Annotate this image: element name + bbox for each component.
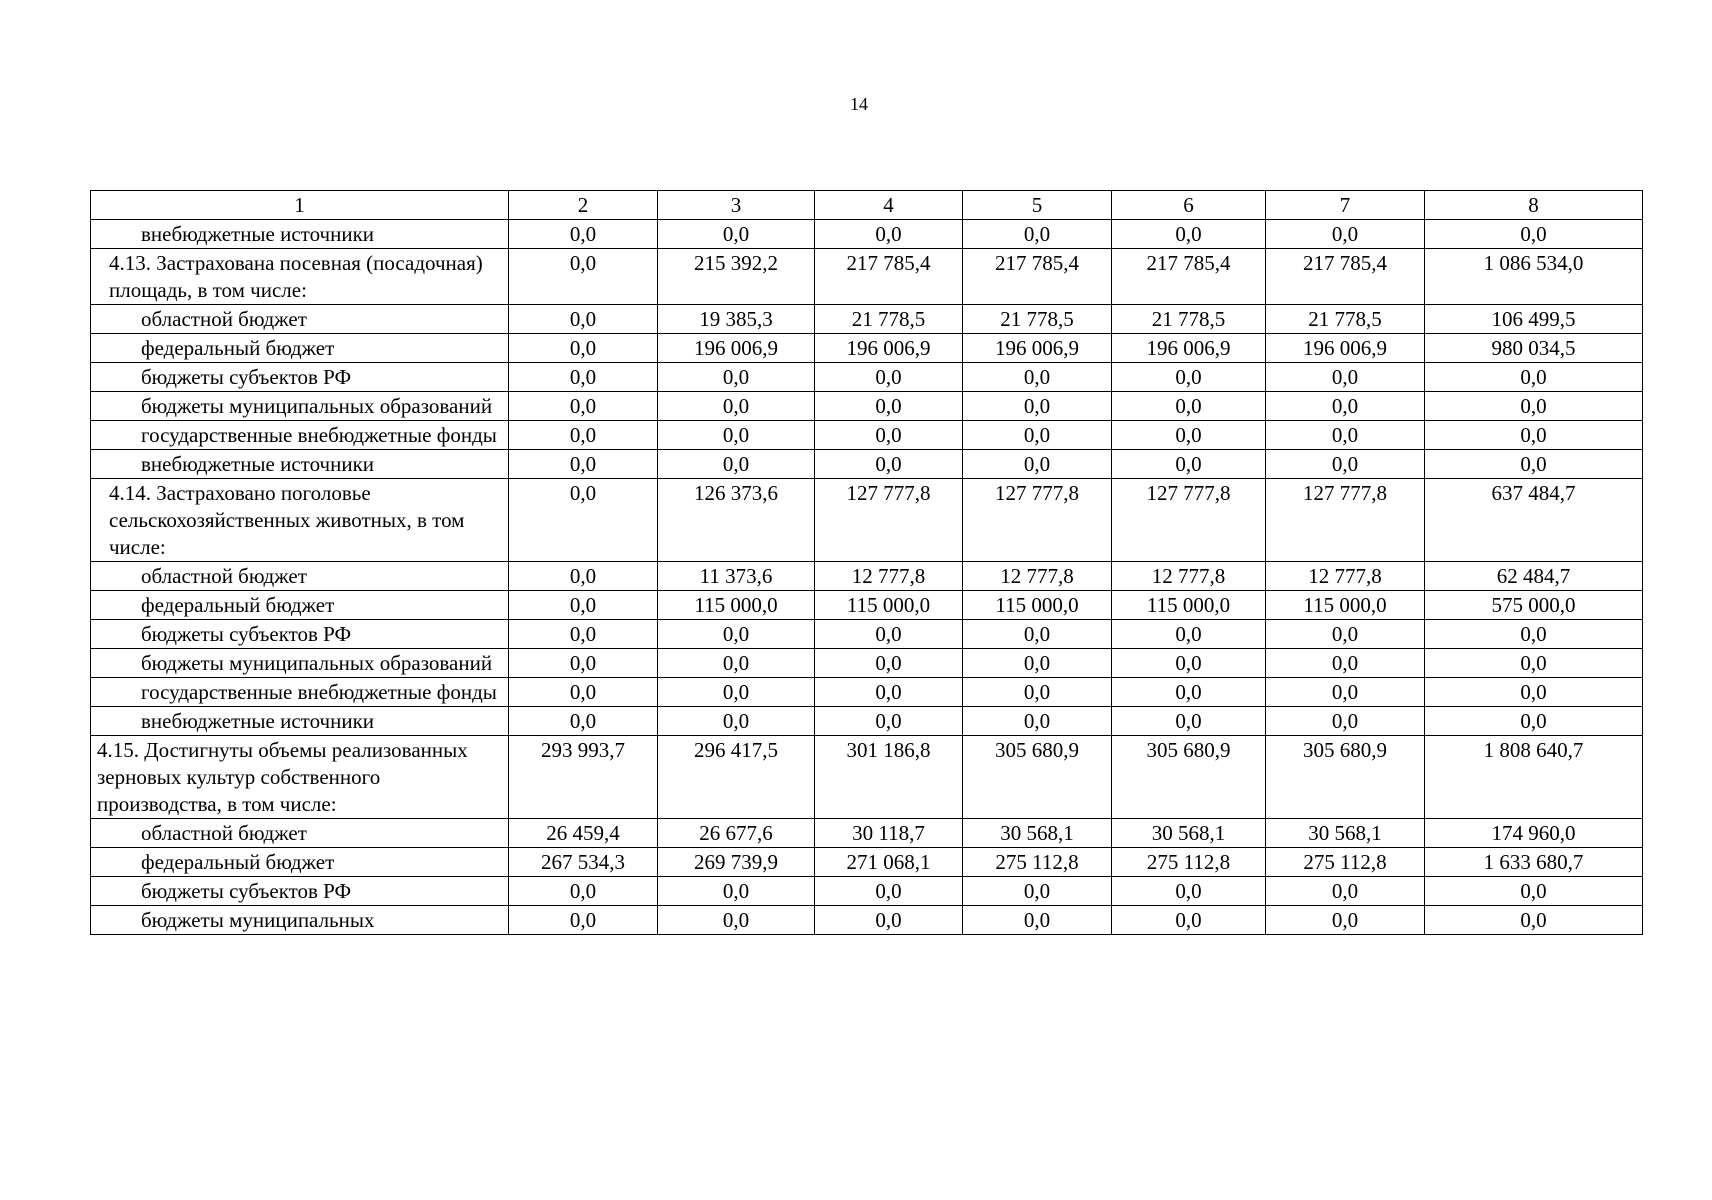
- table-cell: 0,0: [1112, 649, 1266, 678]
- table-body: [91, 220, 1643, 935]
- table-cell: 30 568,1: [1266, 819, 1425, 848]
- table-cell: 12 777,8: [815, 562, 963, 591]
- table-cell: 0,0: [1112, 906, 1266, 935]
- table-cell: 217 785,4: [963, 249, 1112, 305]
- table-cell: 0,0: [1425, 421, 1643, 450]
- table-cell: 0,0: [1425, 392, 1643, 421]
- table-cell: 19 385,3: [658, 305, 815, 334]
- table-cell: 1 808 640,7: [1425, 736, 1643, 819]
- header-row: [91, 191, 1643, 220]
- table-cell: 0,0: [963, 220, 1112, 249]
- table-cell: 115 000,0: [1266, 591, 1425, 620]
- column-header: 1: [91, 191, 509, 220]
- table-cell: 0,0: [509, 649, 658, 678]
- table-cell: 21 778,5: [963, 305, 1112, 334]
- row-label: внебюджетные источники: [91, 220, 509, 249]
- table-cell: 0,0: [963, 421, 1112, 450]
- table-cell: 115 000,0: [963, 591, 1112, 620]
- table-cell: 0,0: [509, 591, 658, 620]
- table-row: [91, 678, 1643, 707]
- table-cell: 301 186,8: [815, 736, 963, 819]
- table-cell: 305 680,9: [963, 736, 1112, 819]
- table-cell: 0,0: [1266, 220, 1425, 249]
- table-cell: 0,0: [509, 877, 658, 906]
- table-row: [91, 707, 1643, 736]
- table-cell: 196 006,9: [1266, 334, 1425, 363]
- table-cell: 0,0: [1425, 450, 1643, 479]
- table-row: [91, 450, 1643, 479]
- column-header: 3: [658, 191, 815, 220]
- table-cell: 275 112,8: [963, 848, 1112, 877]
- table-cell: 0,0: [509, 363, 658, 392]
- row-label: бюджеты муниципальных: [91, 906, 509, 935]
- table-row: [91, 649, 1643, 678]
- table-cell: 26 677,6: [658, 819, 815, 848]
- table-cell: 271 068,1: [815, 848, 963, 877]
- table-cell: 0,0: [1425, 906, 1643, 935]
- row-label: федеральный бюджет: [91, 591, 509, 620]
- table-cell: 0,0: [963, 450, 1112, 479]
- table-cell: 0,0: [509, 220, 658, 249]
- page-number: 14: [850, 94, 868, 114]
- table-cell: 0,0: [658, 678, 815, 707]
- table-cell: 0,0: [815, 649, 963, 678]
- table-cell: 269 739,9: [658, 848, 815, 877]
- table-cell: 0,0: [658, 707, 815, 736]
- table-cell: 126 373,6: [658, 479, 815, 562]
- table-cell: 0,0: [1266, 877, 1425, 906]
- table-cell: 0,0: [1266, 363, 1425, 392]
- column-header: 5: [963, 191, 1112, 220]
- table-cell: 305 680,9: [1266, 736, 1425, 819]
- table-cell: 217 785,4: [1112, 249, 1266, 305]
- table-cell: 0,0: [963, 877, 1112, 906]
- table-cell: 106 499,5: [1425, 305, 1643, 334]
- table-row: [91, 848, 1643, 877]
- table-cell: 637 484,7: [1425, 479, 1643, 562]
- row-label: внебюджетные источники: [91, 707, 509, 736]
- row-label: областной бюджет: [91, 819, 509, 848]
- table-cell: 0,0: [509, 334, 658, 363]
- table-row: [91, 220, 1643, 249]
- table-cell: 0,0: [1266, 392, 1425, 421]
- table-cell: 296 417,5: [658, 736, 815, 819]
- table-cell: 0,0: [658, 421, 815, 450]
- table-cell: 0,0: [1266, 649, 1425, 678]
- table-cell: 0,0: [815, 450, 963, 479]
- table-cell: 980 034,5: [1425, 334, 1643, 363]
- table-cell: 0,0: [1425, 877, 1643, 906]
- table-row: [91, 421, 1643, 450]
- budget-table: [90, 190, 1643, 935]
- table-cell: 0,0: [1425, 649, 1643, 678]
- table-cell: 0,0: [658, 906, 815, 935]
- table-cell: 0,0: [658, 363, 815, 392]
- table-cell: 30 568,1: [1112, 819, 1266, 848]
- table-cell: 305 680,9: [1112, 736, 1266, 819]
- table-row: [91, 877, 1643, 906]
- table-cell: 0,0: [1425, 678, 1643, 707]
- table-cell: 0,0: [963, 392, 1112, 421]
- table-cell: 0,0: [1425, 363, 1643, 392]
- table-row: [91, 392, 1643, 421]
- table-cell: 0,0: [509, 450, 658, 479]
- table-row: [91, 906, 1643, 935]
- table-cell: 12 777,8: [1266, 562, 1425, 591]
- table-cell: 0,0: [1112, 220, 1266, 249]
- table-cell: 0,0: [1266, 620, 1425, 649]
- table-row: [91, 334, 1643, 363]
- table-cell: 0,0: [963, 678, 1112, 707]
- row-label: областной бюджет: [91, 305, 509, 334]
- table-cell: 0,0: [1112, 877, 1266, 906]
- table-cell: 0,0: [658, 649, 815, 678]
- row-label: федеральный бюджет: [91, 848, 509, 877]
- table-cell: 127 777,8: [815, 479, 963, 562]
- table-cell: 0,0: [815, 678, 963, 707]
- row-label: бюджеты субъектов РФ: [91, 363, 509, 392]
- row-label: 4.14. Застраховано поголовье сельскохозяйственных животных, в том числе:: [91, 479, 509, 562]
- table-cell: 174 960,0: [1425, 819, 1643, 848]
- table-cell: 0,0: [658, 450, 815, 479]
- table-cell: 0,0: [815, 363, 963, 392]
- table-cell: 30 568,1: [963, 819, 1112, 848]
- table-cell: 21 778,5: [1266, 305, 1425, 334]
- table-cell: 0,0: [815, 392, 963, 421]
- table-cell: 0,0: [1266, 421, 1425, 450]
- table-cell: 0,0: [1112, 707, 1266, 736]
- table-cell: 196 006,9: [815, 334, 963, 363]
- table-row: [91, 479, 1643, 562]
- table-cell: 0,0: [1266, 707, 1425, 736]
- table-row: [91, 819, 1643, 848]
- table-cell: 0,0: [815, 906, 963, 935]
- table-cell: 0,0: [1112, 392, 1266, 421]
- table-cell: 115 000,0: [658, 591, 815, 620]
- table-cell: 0,0: [1112, 450, 1266, 479]
- table-cell: 0,0: [1425, 707, 1643, 736]
- table-cell: 1 633 680,7: [1425, 848, 1643, 877]
- table-row: [91, 736, 1643, 819]
- column-header: 4: [815, 191, 963, 220]
- table-cell: 0,0: [658, 620, 815, 649]
- table-cell: 275 112,8: [1112, 848, 1266, 877]
- table-cell: 196 006,9: [1112, 334, 1266, 363]
- table-cell: 26 459,4: [509, 819, 658, 848]
- column-header: 2: [509, 191, 658, 220]
- table-cell: 0,0: [963, 620, 1112, 649]
- table-cell: 0,0: [963, 649, 1112, 678]
- table-cell: 127 777,8: [1266, 479, 1425, 562]
- table-cell: 0,0: [509, 421, 658, 450]
- table-cell: 0,0: [1425, 220, 1643, 249]
- row-label: государственные внебюджетные фонды: [91, 421, 509, 450]
- table-cell: 217 785,4: [815, 249, 963, 305]
- table-cell: 62 484,7: [1425, 562, 1643, 591]
- table-cell: 12 777,8: [1112, 562, 1266, 591]
- table-cell: 0,0: [509, 305, 658, 334]
- row-label: бюджеты муниципальных образований: [91, 649, 509, 678]
- table-cell: 0,0: [815, 220, 963, 249]
- table-cell: 0,0: [509, 620, 658, 649]
- table-cell: 0,0: [963, 707, 1112, 736]
- table-cell: 0,0: [815, 421, 963, 450]
- table-cell: 115 000,0: [815, 591, 963, 620]
- table-cell: 127 777,8: [1112, 479, 1266, 562]
- table-cell: 215 392,2: [658, 249, 815, 305]
- table-cell: 0,0: [815, 877, 963, 906]
- table-cell: 0,0: [1266, 678, 1425, 707]
- table-cell: 0,0: [1266, 906, 1425, 935]
- row-label: бюджеты субъектов РФ: [91, 877, 509, 906]
- table-cell: 0,0: [658, 877, 815, 906]
- table-cell: 0,0: [1112, 678, 1266, 707]
- table-cell: 127 777,8: [963, 479, 1112, 562]
- table-row: [91, 591, 1643, 620]
- table-cell: 0,0: [509, 562, 658, 591]
- table-cell: 0,0: [963, 363, 1112, 392]
- table-cell: 0,0: [963, 906, 1112, 935]
- row-label: 4.15. Достигнуты объемы реализованных зерновых культур собственного производства, в том числе:: [91, 736, 509, 819]
- table-row: [91, 363, 1643, 392]
- table-cell: 0,0: [658, 392, 815, 421]
- table-cell: 0,0: [509, 479, 658, 562]
- table-row: [91, 249, 1643, 305]
- table-cell: 275 112,8: [1266, 848, 1425, 877]
- table-cell: 115 000,0: [1112, 591, 1266, 620]
- row-label: бюджеты субъектов РФ: [91, 620, 509, 649]
- row-label: бюджеты муниципальных образований: [91, 392, 509, 421]
- table-cell: 0,0: [815, 707, 963, 736]
- table-cell: 21 778,5: [1112, 305, 1266, 334]
- table-cell: 0,0: [815, 620, 963, 649]
- table-cell: 575 000,0: [1425, 591, 1643, 620]
- table-cell: 293 993,7: [509, 736, 658, 819]
- table-row: [91, 620, 1643, 649]
- column-header: 8: [1425, 191, 1643, 220]
- table-cell: 0,0: [509, 392, 658, 421]
- column-header: 6: [1112, 191, 1266, 220]
- table-cell: 0,0: [509, 249, 658, 305]
- table-cell: 0,0: [1112, 421, 1266, 450]
- table-cell: 12 777,8: [963, 562, 1112, 591]
- table-cell: 0,0: [1425, 620, 1643, 649]
- table-cell: 21 778,5: [815, 305, 963, 334]
- table-cell: 267 534,3: [509, 848, 658, 877]
- table-cell: 0,0: [1112, 620, 1266, 649]
- table-cell: 1 086 534,0: [1425, 249, 1643, 305]
- table-cell: 196 006,9: [963, 334, 1112, 363]
- table-cell: 196 006,9: [658, 334, 815, 363]
- row-label: 4.13. Застрахована посевная (посадочная) площадь, в том числе:: [91, 249, 509, 305]
- column-header: 7: [1266, 191, 1425, 220]
- table-row: [91, 562, 1643, 591]
- table-cell: 0,0: [509, 906, 658, 935]
- table-cell: 0,0: [509, 707, 658, 736]
- table-cell: 0,0: [509, 678, 658, 707]
- row-label: областной бюджет: [91, 562, 509, 591]
- table-cell: 0,0: [1112, 363, 1266, 392]
- table-cell: 0,0: [1266, 450, 1425, 479]
- table-row: [91, 305, 1643, 334]
- row-label: федеральный бюджет: [91, 334, 509, 363]
- table-cell: 30 118,7: [815, 819, 963, 848]
- table-cell: 0,0: [658, 220, 815, 249]
- table-cell: 11 373,6: [658, 562, 815, 591]
- row-label: внебюджетные источники: [91, 450, 509, 479]
- table-cell: 217 785,4: [1266, 249, 1425, 305]
- row-label: государственные внебюджетные фонды: [91, 678, 509, 707]
